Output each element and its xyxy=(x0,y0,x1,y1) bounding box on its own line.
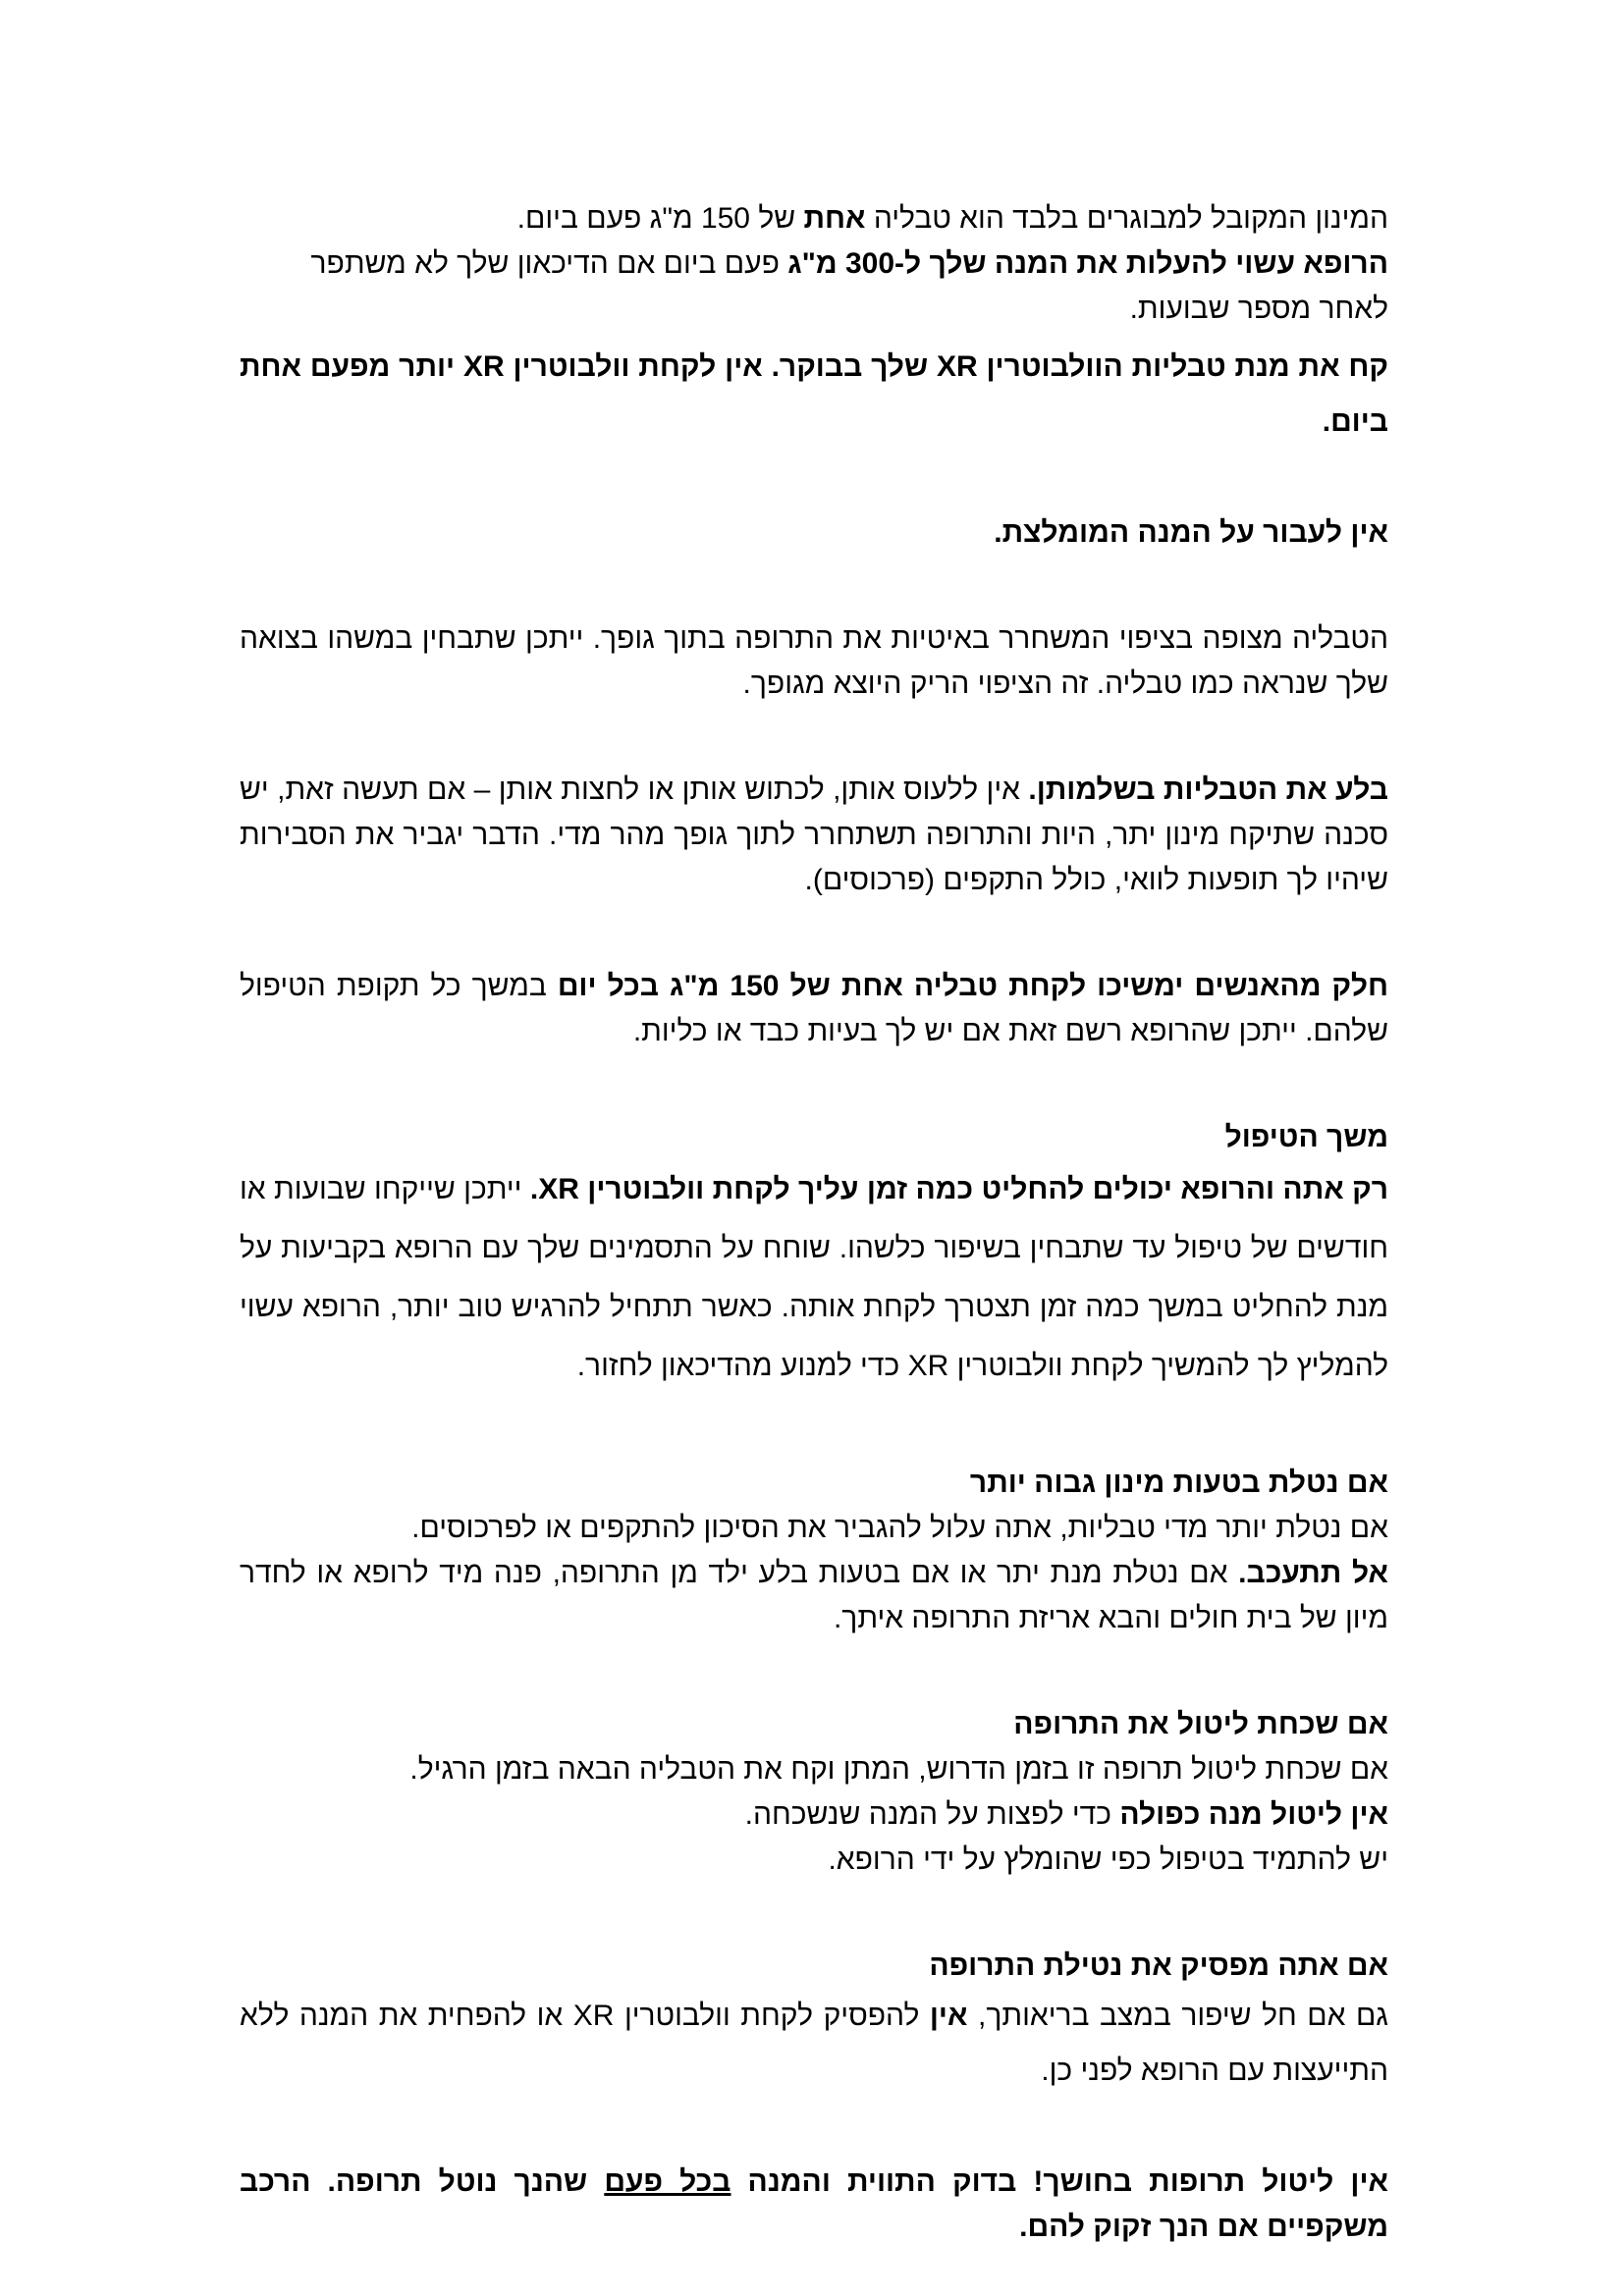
missed-dose-text: אם שכחת ליטול תרופה זו בזמן הדרוש, המתן וקח את הטבליה הבאה בזמן הרגיל. xyxy=(409,1753,1388,1786)
do-not-delay-emphasis: אל תתעכב. xyxy=(1238,1557,1388,1589)
stopping-heading: אם אתה מפסיק את נטילת התרופה xyxy=(929,1949,1388,1982)
overdose-risk-text: אם נטלת יותר מדי טבליות, אתה עלול להגביר את הסיכון להתקפים או לפרכוסים. xyxy=(411,1512,1388,1544)
one-tablet-emphasis: אחת xyxy=(803,202,866,235)
coating-text: הטבליה מצופה בציפוי המשחרר באיטיות את התרופה בתוך גופך. ייתכן שתבחין במשהו בצואה שלך שנראה כמו טבליה. זה הציפוי הריק היוצא מגופך. xyxy=(240,622,1388,700)
leaflet-dosage-section xyxy=(240,196,1388,2250)
missed-dose-heading: אם שכחת ליטול את התרופה xyxy=(1013,1708,1388,1740)
morning-dose-text xyxy=(240,340,1388,450)
morning-dose-emphasis: קח את מנת טבליות הוולבוטרין XR שלך בבוקר. אין לקחת וולבוטרין XR יותר מפעם אחת ביום. xyxy=(240,350,1389,438)
overdose-action-text: אל תתעכב. אם נטלת מנת יתר או אם בטעות בלע ילד מן התרופה, פנה מיד לרופא או לחדר מיון של בית חולים והבא אריזת התרופה איתך. xyxy=(240,1557,1388,1634)
overdose-heading: אם נטלת בטעות מינון גבוה יותר xyxy=(969,1467,1388,1499)
do-not-exceed-text xyxy=(240,510,1388,556)
no-double-dose-emphasis: אין ליטול מנה כפולה xyxy=(1119,1798,1388,1831)
swallow-whole-emphasis: בלע את הטבליות בשלמותן. xyxy=(1028,774,1388,806)
standard-dose-text: המינון המקובל למבוגרים בלבד הוא טבליה אחת של 150 מ"ג פעם ביום. xyxy=(516,202,1388,235)
no-double-dose-text: אין ליטול מנה כפולה כדי לפצות על המנה שנשכחה. xyxy=(744,1798,1388,1831)
treatment-duration-text: רק אתה והרופא יכולים להחליט כמה זמן עליך לקחת וולבוטרין XR. ייתכן שייקחו שבועות או חודשים של טיפול עד שתבחין בשיפור כלשהו. שוחח על התסמינים שלך עם הרופא בקביעות על מנת להחליט במשך כמה זמן תצטרך לקחת אותה. כאשר תתחיל להרגיש טוב יותר, הרופא עשוי להמליץ לך להמשיך לקחת וולבוטרין XR כדי למנוע מהדיכאון לחזור. xyxy=(240,1173,1388,1382)
do-not-exceed-emphasis: אין לעבור על המנה המומלצת. xyxy=(994,516,1388,549)
dark-warning-text: אין ליטול תרופות בחושך! בדוק התווית והמנה בכל פעם שהנך נוטל תרופה. הרכב משקפיים אם הנך זקוק להם. xyxy=(240,2165,1388,2243)
dose-increase-text: הרופא עשוי להעלות את המנה שלך ל-300 מ"ג פעם ביום אם הדיכאון שלך לא משתפר לאחר מספר שבועות. xyxy=(310,247,1388,325)
stopping-text: גם אם חל שיפור במצב בריאותך, אין להפסיק לקחת וולבוטרין XR או להפחית את המנה ללא התייעצות עם הרופא לפני כן. xyxy=(240,2000,1388,2087)
dose-increase-emphasis: הרופא עשוי להעלות את המנה שלך ל-300 מ"ג xyxy=(787,247,1388,280)
do-not-emphasis: אין xyxy=(929,2000,968,2032)
treatment-duration-heading: משך הטיפול xyxy=(1224,1121,1388,1153)
every-time-underlined: בכל פעם xyxy=(604,2165,731,2198)
duration-emphasis: רק אתה והרופא יכולים להחליט כמה זמן עליך לקחת וולבוטרין XR. xyxy=(529,1173,1388,1205)
continued-dose-text: חלק מהאנשים ימשיכו לקחת טבליה אחת של 150 מ"ג בכל יום במשך כל תקופת הטיפול שלהם. ייתכן שהרופא רשם זאת אם יש לך בעיות כבד או כליות. xyxy=(240,970,1388,1047)
continued-dose-emphasis: חלק מהאנשים ימשיכו לקחת טבליה אחת של 150 מ"ג בכל יום xyxy=(557,970,1388,1002)
swallow-whole-text: בלע את הטבליות בשלמותן. אין ללעוס אותן, לכתוש אותן או לחצות אותן – אם תעשה זאת, יש סכנה שתיקח מינון יתר, היות והתרופה תשתחרר לתוך גופך מהר מדי. הדבר יגביר את הסבירות שיהיו לך תופעות לוואי, כולל התקפים (פרכוסים). xyxy=(240,774,1388,896)
persist-treatment-text: יש להתמיד בטיפול כפי שהומלץ על ידי הרופא. xyxy=(828,1843,1388,1876)
